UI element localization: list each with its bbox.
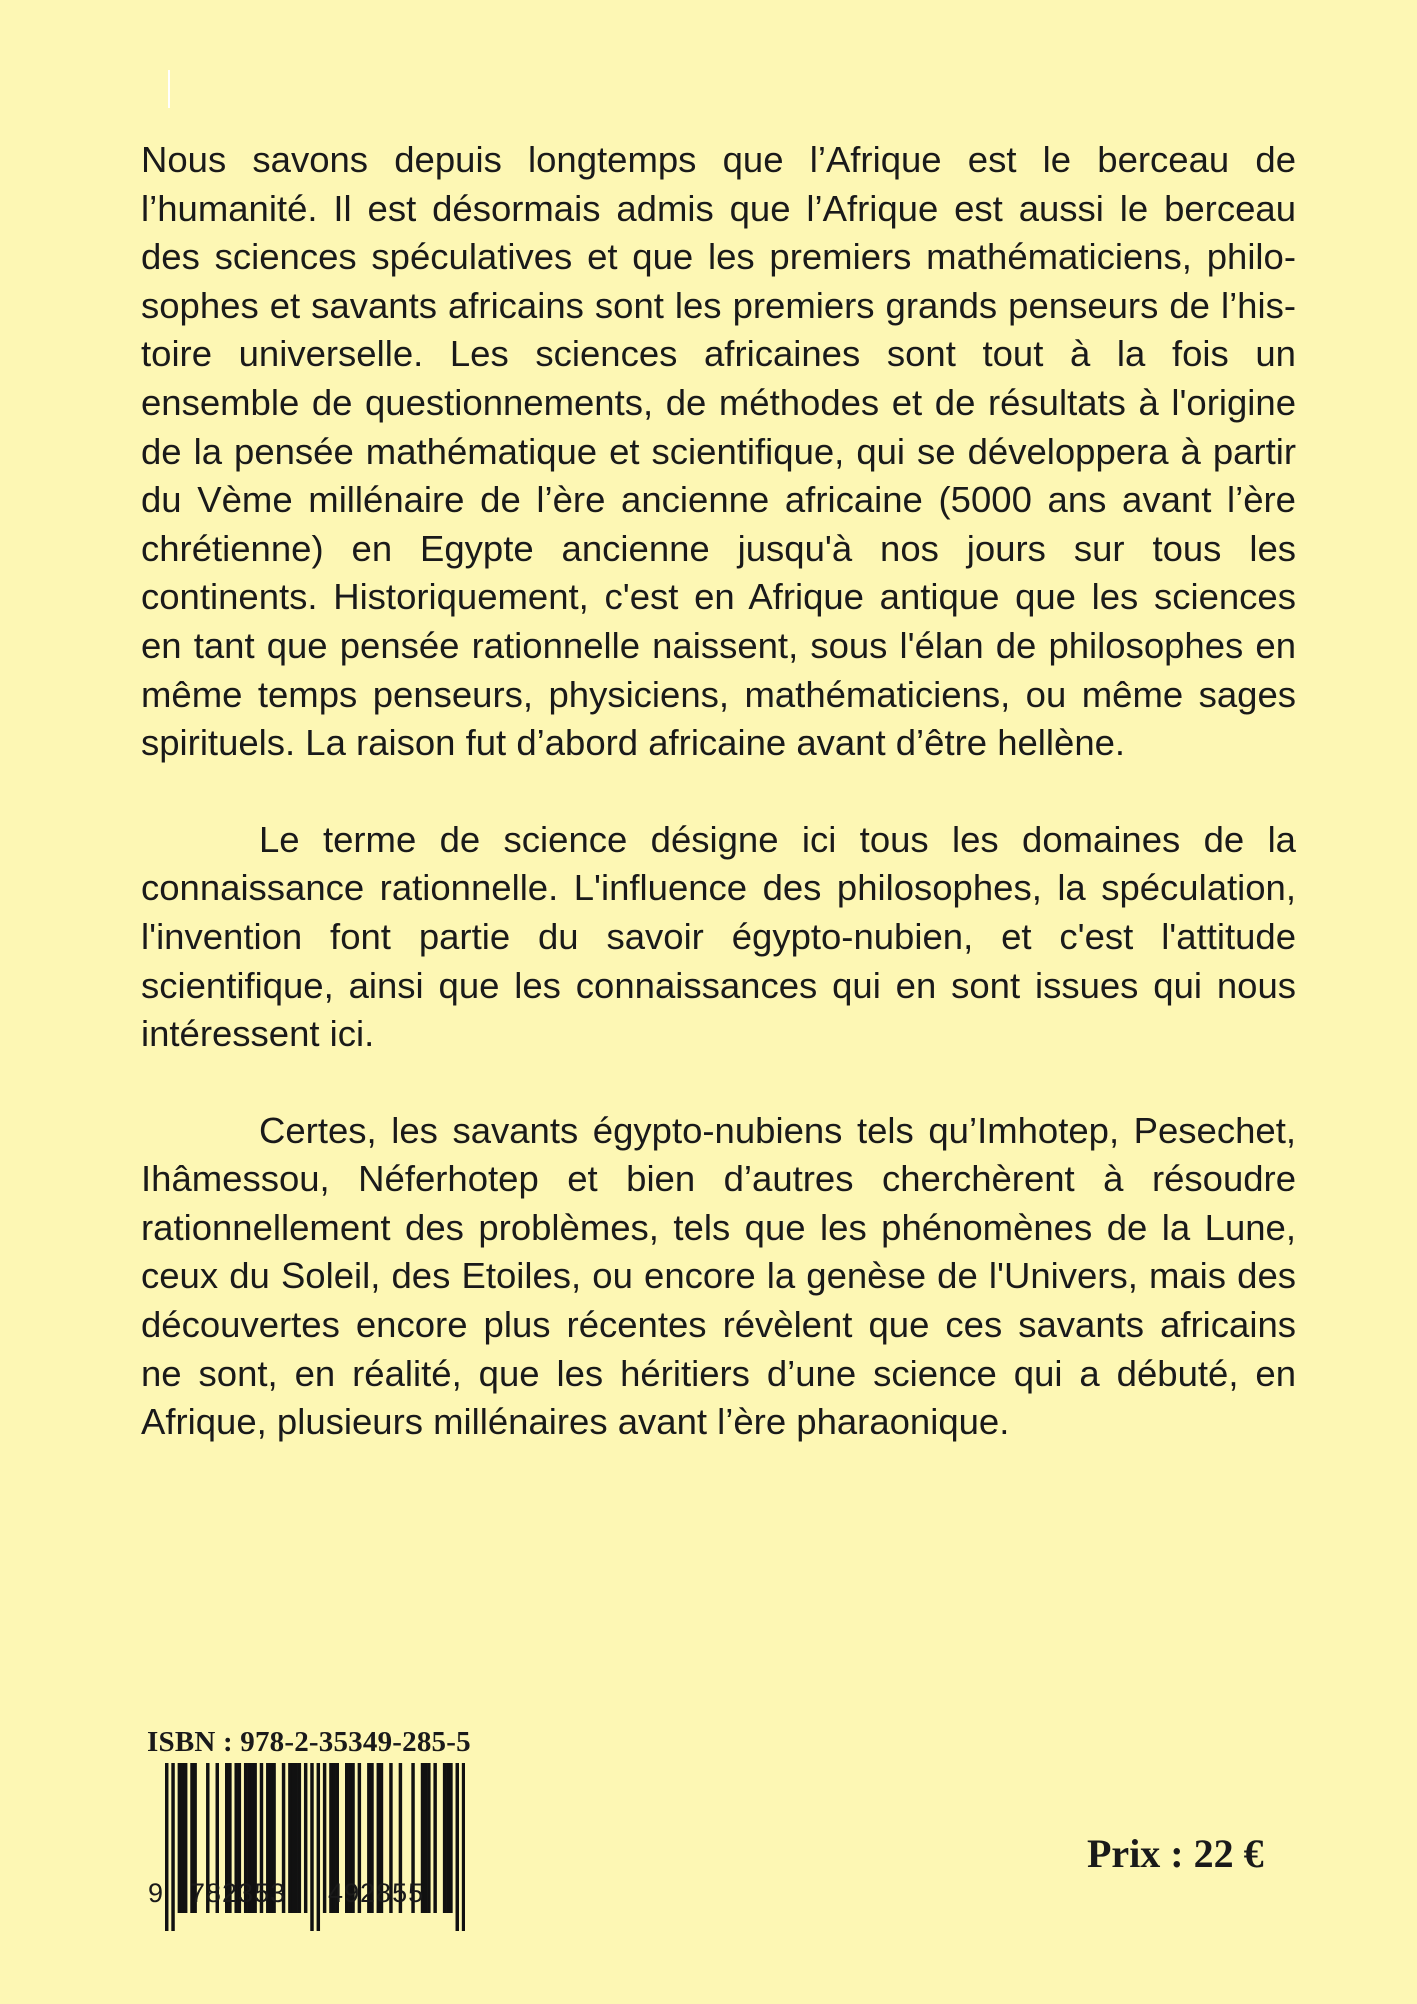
barcode-first-digit: 9 bbox=[148, 1878, 165, 1908]
barcode-right-group: 492855 bbox=[328, 1878, 425, 1908]
paragraph-3: Certes, les savants égypto-nubiens tels qu’Imhotep, Pesechet, Ihâmessou, Néferhotep et bien d’autres cherchèrent à résoudre rationnellement des problèmes, tels que les phénomènes de la Lune, ceux du Soleil, des Etoiles, ou encore la genèse de l'Univers, mais des découvertes encore plus récentes révèlent que ces savants africains ne sont, en réalité, que les héritiers d’une science qui a débuté, en Afrique, plusieurs millénaires avant l’ère pharaonique. bbox=[141, 1109, 1296, 1443]
price-label: Prix : 22 € bbox=[1087, 1831, 1264, 1876]
crop-mark bbox=[168, 70, 170, 108]
isbn-label: ISBN : 978-2-35349-285-5 bbox=[147, 1726, 471, 1758]
paragraph-2: Le terme de science désigne ici tous les domaines de la connaissance rationnelle. L'influence des philosophes, la spéculation, l'invention font partie du savoir égypto-nubien, et c'est l'attitude scientifique, ainsi que les connaissances qui en sont issues qui nous intéressent ici. bbox=[141, 818, 1296, 1055]
barcode-digits bbox=[148, 1878, 478, 1914]
barcode-left-group: 782353 bbox=[190, 1878, 287, 1908]
paragraph-1: Nous savons depuis longtemps que l’Afrique est le berceau de l’humanité. Il est désormais admis que l’Afrique est aussi le berceau des sciences spéculatives et que les premiers mathématiciens, philosophes et savants africains sont les premiers grands penseurs de l’histoire universelle. Les sciences africaines sont tout à la fois un ensemble de questionnements, de méthodes et de résultats à l'origine de la pensée mathématique et scientifique, qui se développera à partir du Vème millénaire de l’ère ancienne africaine (5000 ans avant l’ère chrétienne) en Egypte ancienne jusqu'à nos jours sur tous les continents. Historiquement, c'est en Afrique antique que les sciences en tant que pensée rationnelle naissent, sous l'élan de philosophes en même temps penseurs, physiciens, mathématiciens, ou même sages spirituels. La raison fut d’abord africaine avant d’être hellène. bbox=[141, 139, 1296, 764]
blurb-text bbox=[141, 136, 1296, 1447]
